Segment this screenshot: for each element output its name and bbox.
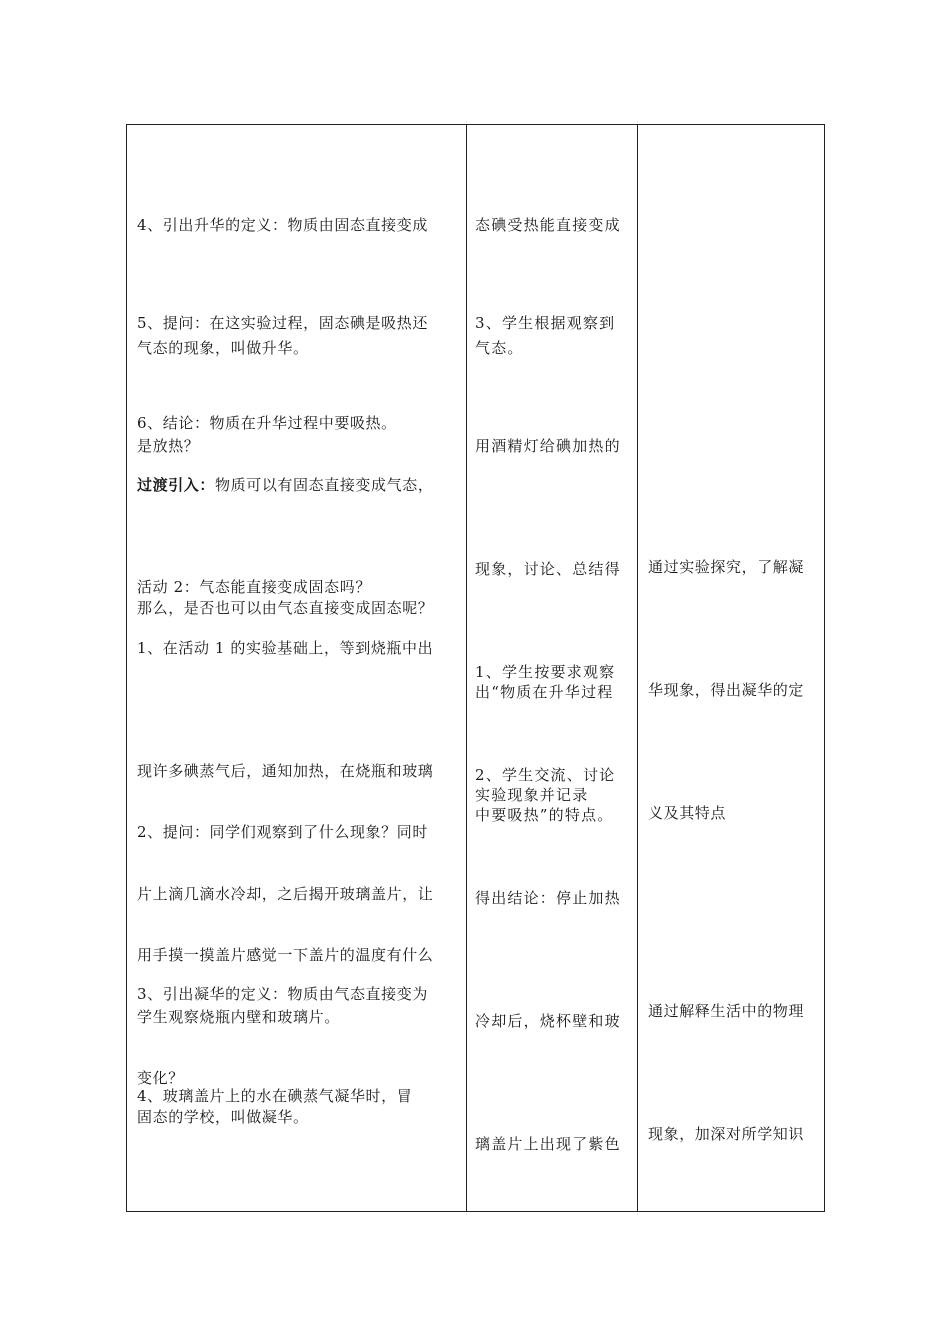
paragraph-transition: 过渡引入：物质可以有固态直接变成气态， 那么，是否也可以由气态直接变成固态呢？: [137, 476, 434, 617]
paragraph-intent-experiment: 通过实验探究，了解凝 华现象，得出凝华的定 义及其特点: [648, 558, 805, 822]
paragraph-student-group-discuss: [475, 1174, 633, 1211]
lesson-plan-table: [126, 124, 825, 1212]
paragraph-sublimation-definition: 4、引出升华的定义：物质由固态直接变成 气态的现象，叫做升华。: [137, 216, 428, 357]
teacher-activity-column: [127, 125, 467, 1211]
paragraph-question-heat: 5、提问：在这实验过程，固态碘是吸热还 是放热？: [137, 314, 428, 455]
paragraph-iodine-gas: 态碘受热能直接变成 气态。: [475, 216, 621, 357]
transition-label: 过渡引入：: [137, 476, 216, 494]
design-intent-column: [638, 125, 824, 1211]
paragraph-conclusion: 6、结论：物质在升华过程中要吸热。: [137, 414, 397, 432]
paragraph-intent-explain: 通过解释生活中的物理 现象，加深对所学知识: [648, 1002, 805, 1143]
paragraph-question-observe: 2、提问：同学们观察到了什么现象？同时 用手摸一摸盖片感觉一下盖片的温度有什么 变化？: [137, 823, 434, 1087]
student-activity-column: [467, 125, 638, 1211]
paragraph-deposition-heat: 4、玻璃盖片上的水在碘蒸气凝华时，冒: [137, 1087, 413, 1105]
paragraph-student-conclusion: 2、学生交流、讨论 得出结论：停止加热 冷却后，烧杯壁和玻 璃盖片上出现了紫色: [475, 766, 621, 1153]
paragraph-student-observe: 1、学生按要求观察 实验现象并记录: [475, 663, 616, 804]
paragraph-activity-2: 活动 2：气态能直接变成固态吗？: [137, 578, 371, 596]
paragraph-experiment-step: 1、在活动 1 的实验基础上，等到烧瓶中出 现许多碘蒸气后，通知加热，在烧瓶和玻璃 片上滴几滴水冷却，之后揭开玻璃盖片，让 学生观察烧瓶内壁和玻璃片。: [137, 639, 434, 1026]
paragraph-explain-intro: [153, 1176, 467, 1211]
paragraph-deposition-definition: 3、引出凝华的定义：物质由气态直接变为 固态的学校，叫做凝华。: [137, 985, 428, 1126]
paragraph-student-discuss-sublimation: 3、学生根据观察到 用酒精灯给碘加热的 现象，讨论、总结得 出“物质在升华过程 中要吸热”的特点。: [475, 314, 621, 824]
